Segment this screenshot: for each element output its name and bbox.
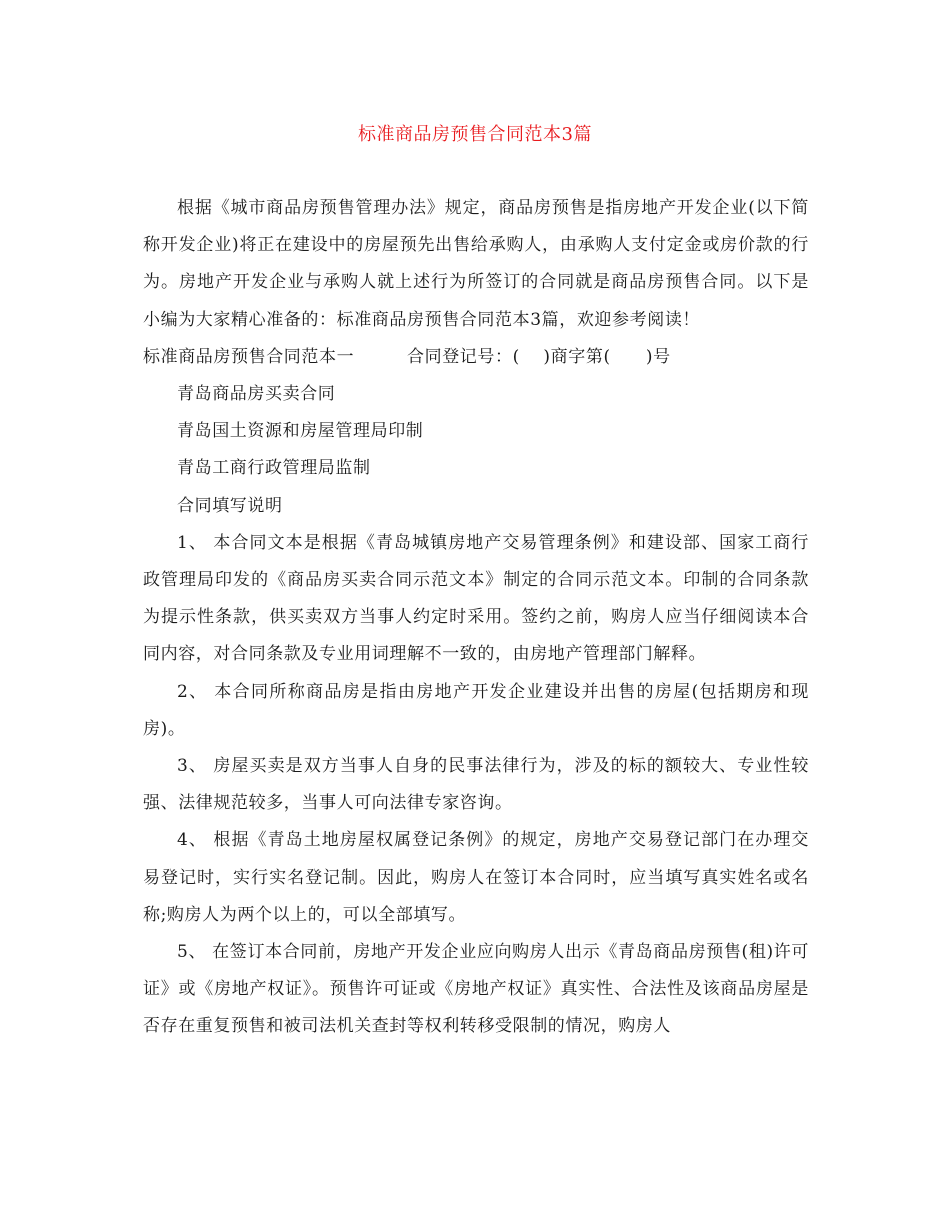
printer-line: 青岛国土资源和房屋管理局印制 [177,421,424,442]
instruction-item-1: 1、 本合同文本是根据《青岛城镇房地产交易管理条例》和建设部、国家工商行政管理局印发的《商品房买卖合同示范文本》制定的合同示范文本。印制的合同条款为提示性条款，供买卖双方当事人约定时采用。签约之前，购房人应当仔细阅读本合同内容，对合同条款及专业用词理解不一致的，由房地产管理部门解释。 [143,532,809,665]
intro-paragraph: 根据《城市商品房预售管理办法》规定，商品房预售是指房地产开发企业(以下简称开发企业)将正在建设中的房屋预先出售给承购人，由承购人支付定金或房价款的行为。房地产开发企业与承购人就上述行为所签订的合同就是商品房预售合同。以下是小编为大家精心准备的：标准商品房预售合同范本3篇，欢迎参考阅读！ [143,198,809,330]
contract-name-line: 青岛商品房买卖合同 [177,384,336,405]
contract-heading-line: 标准商品房预售合同范本一 合同登记号：( )商字第( )号 [143,346,671,367]
instruction-item-4: 4、 根据《青岛土地房屋权属登记条例》的规定，房地产交易登记部门在办理交易登记时，实行实名登记制。因此，购房人在签订本合同时，应当填写真实姓名或名称;购房人为两个以上的，可以全部填写。 [143,830,809,925]
instruction-item-5: 5、 在签订本合同前，房地产开发企业应向购房人出示《青岛商品房预售(租)许可证》或《房地产权证》。预售许可证或《房地产权证》真实性、合法性及该商品房屋是否存在重复预售和被司法机关查封等权利转移受限制的情况，购房人 [143,942,809,1037]
supervisor-line: 青岛工商行政管理局监制 [177,458,371,479]
document-body [143,190,809,1046]
instruction-item-3: 3、 房屋买卖是双方当事人自身的民事法律行为，涉及的标的额较大、专业性较强、法律规范较多，当事人可向法律专家咨询。 [143,756,809,814]
instructions-heading: 合同填写说明 [177,495,283,516]
document-title: 标准商品房预售合同范本3篇 [358,124,592,145]
instruction-item-2: 2、 本合同所称商品房是指由房地产开发企业建设并出售的房屋(包括期房和现房)。 [143,681,809,739]
